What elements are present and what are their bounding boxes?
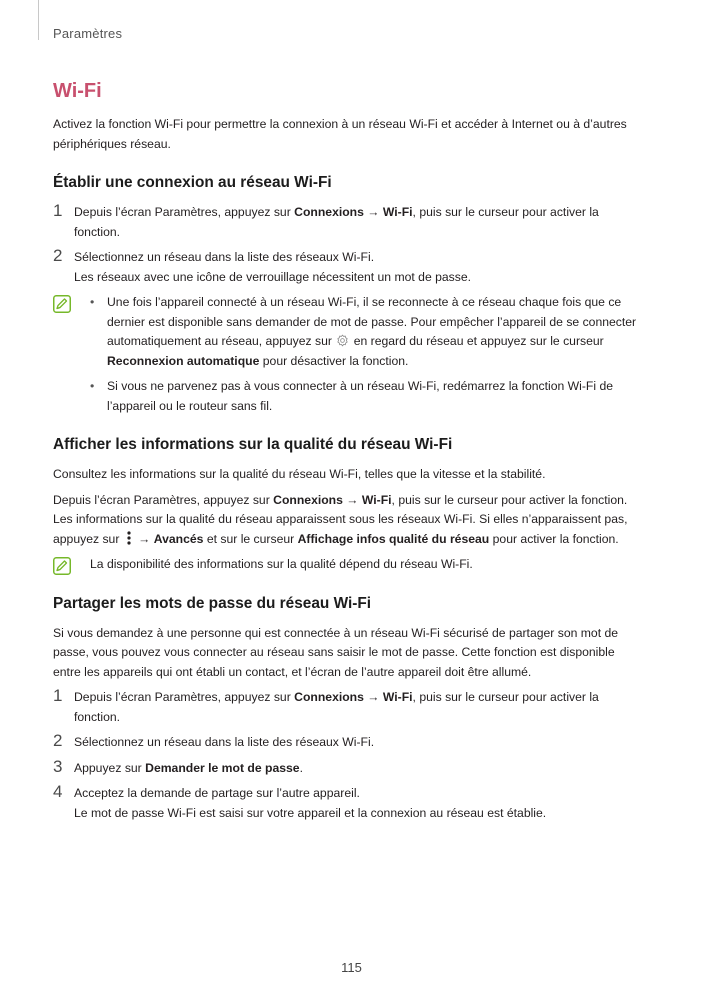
ui-term-affichage: Affichage infos qualité du réseau: [297, 531, 490, 546]
ui-term-wifi: Wi-Fi: [361, 492, 392, 507]
note-icon: [53, 557, 71, 575]
note-text: en regard du réseau et appuyez sur le curseur: [350, 334, 604, 348]
section-heading-quality: Afficher les informations sur la qualité du réseau Wi-Fi: [53, 436, 453, 453]
step-number: 2: [53, 246, 63, 265]
page-title: Wi-Fi: [53, 80, 102, 102]
gear-icon: [336, 334, 349, 347]
arrow-separator: →: [363, 205, 383, 219]
paragraph: Consultez les informations sur la qualité du réseau Wi-Fi, telles que la vitesse et la stabilité.: [53, 467, 546, 481]
arrow-separator: →: [342, 492, 362, 507]
step-1: [53, 688, 645, 727]
page-content: [53, 80, 645, 829]
section-heading-connect: Établir une connexion au réseau Wi-Fi: [53, 174, 332, 191]
running-head: Paramètres: [53, 26, 123, 41]
intro-paragraph: Activez la fonction Wi-Fi pour permettre la connexion à un réseau Wi-Fi et accéder à Internet ou à d’autres périphériques réseau.: [53, 117, 627, 151]
note-block: [53, 555, 645, 575]
page-number: 115: [341, 960, 362, 975]
ui-term-connexions: Connexions: [273, 492, 343, 507]
para-text: pour activer la fonction.: [489, 531, 619, 546]
step-text: , puis sur le curseur pour activer la fonction.: [74, 205, 599, 239]
arrow-separator: →: [363, 690, 383, 704]
step-1: [53, 203, 645, 242]
step-text: Acceptez la demande de partage sur l’autre appareil.: [74, 786, 360, 800]
ui-term-reconnexion: Reconnexion automatique: [107, 353, 260, 368]
note-bullet: • Si vous ne parvenez pas à vous connecter à un réseau Wi-Fi, redémarrez la fonction Wi-Fi de l’appareil ou le routeur sans fil.: [90, 377, 645, 416]
step-3: [53, 756, 645, 779]
step-text: Depuis l’écran Paramètres, appuyez sur: [74, 205, 295, 219]
step-subtext: Le mot de passe Wi-Fi est saisi sur votre appareil et la connexion au réseau est établie.: [74, 805, 547, 820]
step-text: Appuyez sur: [74, 760, 146, 775]
step-text: , puis sur le curseur pour activer la fonction.: [74, 690, 599, 724]
ui-term-demander: Demander le mot de passe: [145, 760, 300, 775]
ui-term-wifi: Wi-Fi: [382, 205, 413, 219]
section-heading-share: Partager les mots de passe du réseau Wi-Fi: [53, 594, 372, 612]
step-number: 3: [53, 756, 63, 776]
note-text: pour désactiver la fonction.: [259, 353, 409, 368]
more-options-icon: [126, 531, 132, 545]
para-text: , puis sur le curseur pour activer la fonction. Les informations sur la qualité du réseau apparaissent sous les réseaux Wi-Fi. Si elles n’apparaissent pas, appuyez sur: [53, 492, 628, 546]
step-number: 4: [53, 782, 63, 801]
note-block: [53, 293, 645, 416]
step-text: Sélectionnez un réseau dans la liste des réseaux Wi-Fi.: [74, 735, 375, 749]
note-bullet: [90, 293, 645, 371]
ui-term-wifi: Wi-Fi: [382, 690, 413, 704]
step-text: Sélectionnez un réseau dans la liste des réseaux Wi-Fi.: [74, 250, 375, 264]
paragraph: Si vous demandez à une personne qui est connectée à un réseau Wi-Fi sécurisé de partager son mot de passe, vous pouvez vous connecter au réseau sans saisir le mot de passe. Cette fonction est disponible entre les appareils qui ont établi un contact, et l’écran de l’autre appareil doit être allumé.: [53, 625, 619, 679]
para-text: Depuis l’écran Paramètres, appuyez sur: [53, 492, 274, 507]
ui-term-avances: Avancés: [153, 531, 204, 546]
arrow-separator: →: [134, 531, 154, 546]
note-icon: [53, 295, 71, 313]
step-2: [53, 248, 645, 287]
step-number: 2: [53, 731, 63, 750]
step-subtext: Les réseaux avec une icône de verrouillage nécessitent un mot de passe.: [74, 269, 472, 284]
note-text: La disponibilité des informations sur la qualité dépend du réseau Wi-Fi.: [90, 557, 473, 571]
note-text: Une fois l’appareil connecté à un réseau Wi-Fi, il se reconnecte à ce réseau chaque fois que ce dernier est disponible sans demander de mot de passe. Pour empêcher l’appareil de se connecter automatiquement au réseau, appuyez sur: [107, 295, 637, 348]
step-4: [53, 784, 645, 823]
step-text: .: [299, 760, 303, 775]
para-text: et sur le curseur: [203, 531, 298, 546]
ui-term-connexions: Connexions: [294, 690, 364, 704]
margin-rule: [38, 0, 39, 40]
paragraph: [53, 491, 645, 550]
step-number: 1: [53, 201, 63, 220]
ui-term-connexions: Connexions: [294, 205, 364, 219]
step-2: [53, 733, 645, 753]
step-text: Depuis l’écran Paramètres, appuyez sur: [74, 690, 295, 704]
step-number: 1: [53, 686, 63, 705]
